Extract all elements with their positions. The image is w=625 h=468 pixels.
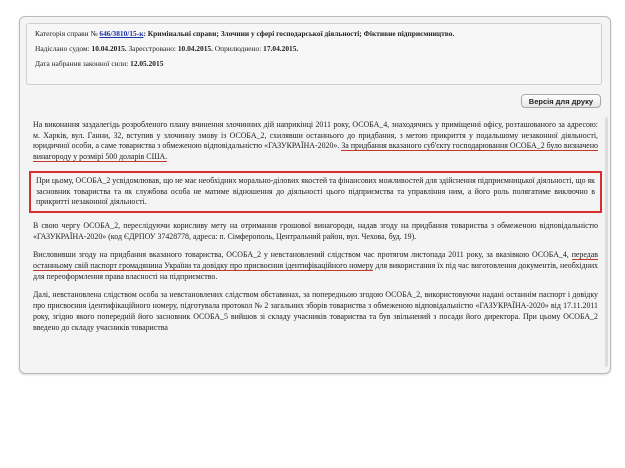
paragraph-5: Далі, невстановлена слідством особа за невстановлених слідством обставинах, за попередньою згодою ОСОБА_2, використовуючи надані останнім паспорт і довідку про присвоєння ідентифікаційного номеру, підготувала протокол № 2 загальних зборів товариства з обмеженою відповідальністю «ГАЗУКРАЇНА-2020» від 17.11.2011 року, згідно якого попередній його засновник ОСОБА_5 вийшов зі складу учасників товариства та був звільнений з посади його директора. При цьому ОСОБА_2 введено до складу учасників товариства bbox=[33, 290, 598, 332]
paragraph-4-text: Висловивши згоду на придбання вказаного товариства, ОСОБА_2 у невстановлений слідством час протягом листопада 2011 року, за вказівкою ОСОБА_4, bbox=[33, 250, 572, 260]
document-panel bbox=[19, 16, 611, 374]
scrollbar[interactable] bbox=[605, 117, 608, 367]
document-text bbox=[33, 120, 598, 341]
category-label: Категорія справи № bbox=[35, 29, 98, 38]
paragraph-1-text: На виконання заздалегідь розробленого плану вчинення злочинних дій наприкінці 2011 року, ОСОБА_4, знаходячись у приміщенні офісу, розташованого за адресою: м. Харків, вул. Ганни, 32, вступив у злочинну змову із ОСОБА_2, схилявши останнього до придбання, з метою прикриття у подальшому незаконної діяльності, юридичної особи, а саме товариства з обмеженою відповідальністю «ГАЗУКРАЇНА-2020». bbox=[33, 120, 598, 151]
case-metadata-box bbox=[26, 23, 602, 85]
sent-date: 10.04.2015. bbox=[91, 44, 127, 53]
published-label: Оприлюднено: bbox=[214, 44, 262, 53]
paragraph-4-text-end: для використання їх під час виготовлення документів, необхідних для переоформлення права власності на підприємство. bbox=[33, 261, 598, 281]
highlighted-paragraph: При цьому, ОСОБА_2 усвідомлював, що не має необхідних морально-ділових якостей та фінансових можливостей для здійснення підприємницької діяльності, що як засновник товариства та як службова особа не матиме відношення до діяльності цього підприємства та управління ним, а його роль полягатиме виключно в прикритті незаконної діяльності. bbox=[29, 171, 602, 213]
effective-date: 12.05.2015 bbox=[130, 59, 164, 68]
dates-row bbox=[35, 41, 593, 56]
category-text: : Кримінальні справи; Злочини у сфері господарської діяльності; Фіктивне підприємництво. bbox=[143, 29, 455, 38]
effective-row bbox=[35, 56, 593, 71]
paragraph-1-underlined: За придбання вказаного суб'єкту господарювання ОСОБА_2 було визначено винагороду у розмірі 500 доларів США. bbox=[33, 141, 598, 162]
paragraph-1 bbox=[33, 120, 598, 163]
case-category-row bbox=[35, 26, 593, 41]
case-number-link[interactable]: 646/3810/15-к bbox=[99, 29, 144, 38]
effective-label: Дата набрання законної сили: bbox=[35, 59, 129, 68]
paragraph-4-underlined: передав останньому свій паспорт громадянина України та довідку про присвоєння ідентифікаційного номеру bbox=[33, 250, 598, 271]
sent-label: Надіслано судом: bbox=[35, 44, 90, 53]
published-date: 17.04.2015. bbox=[263, 44, 299, 53]
registered-label: Зареєстровано: bbox=[128, 44, 176, 53]
print-version-button[interactable]: Версія для друку bbox=[521, 94, 601, 108]
paragraph-4 bbox=[33, 250, 598, 282]
paragraph-3: В свою чергу ОСОБА_2, переслідуючи корисливу мету на отримання грошової винагороди, надав згоду на придбання товариства з обмеженою відповідальністю «ГАЗУКРАЇНА-2020» (код ЄДРПОУ 37428778, адреса: п. Сімферополь, Центральний район, вул. Чехова, буд. 19). bbox=[33, 220, 598, 241]
registered-date: 10.04.2015. bbox=[177, 44, 213, 53]
